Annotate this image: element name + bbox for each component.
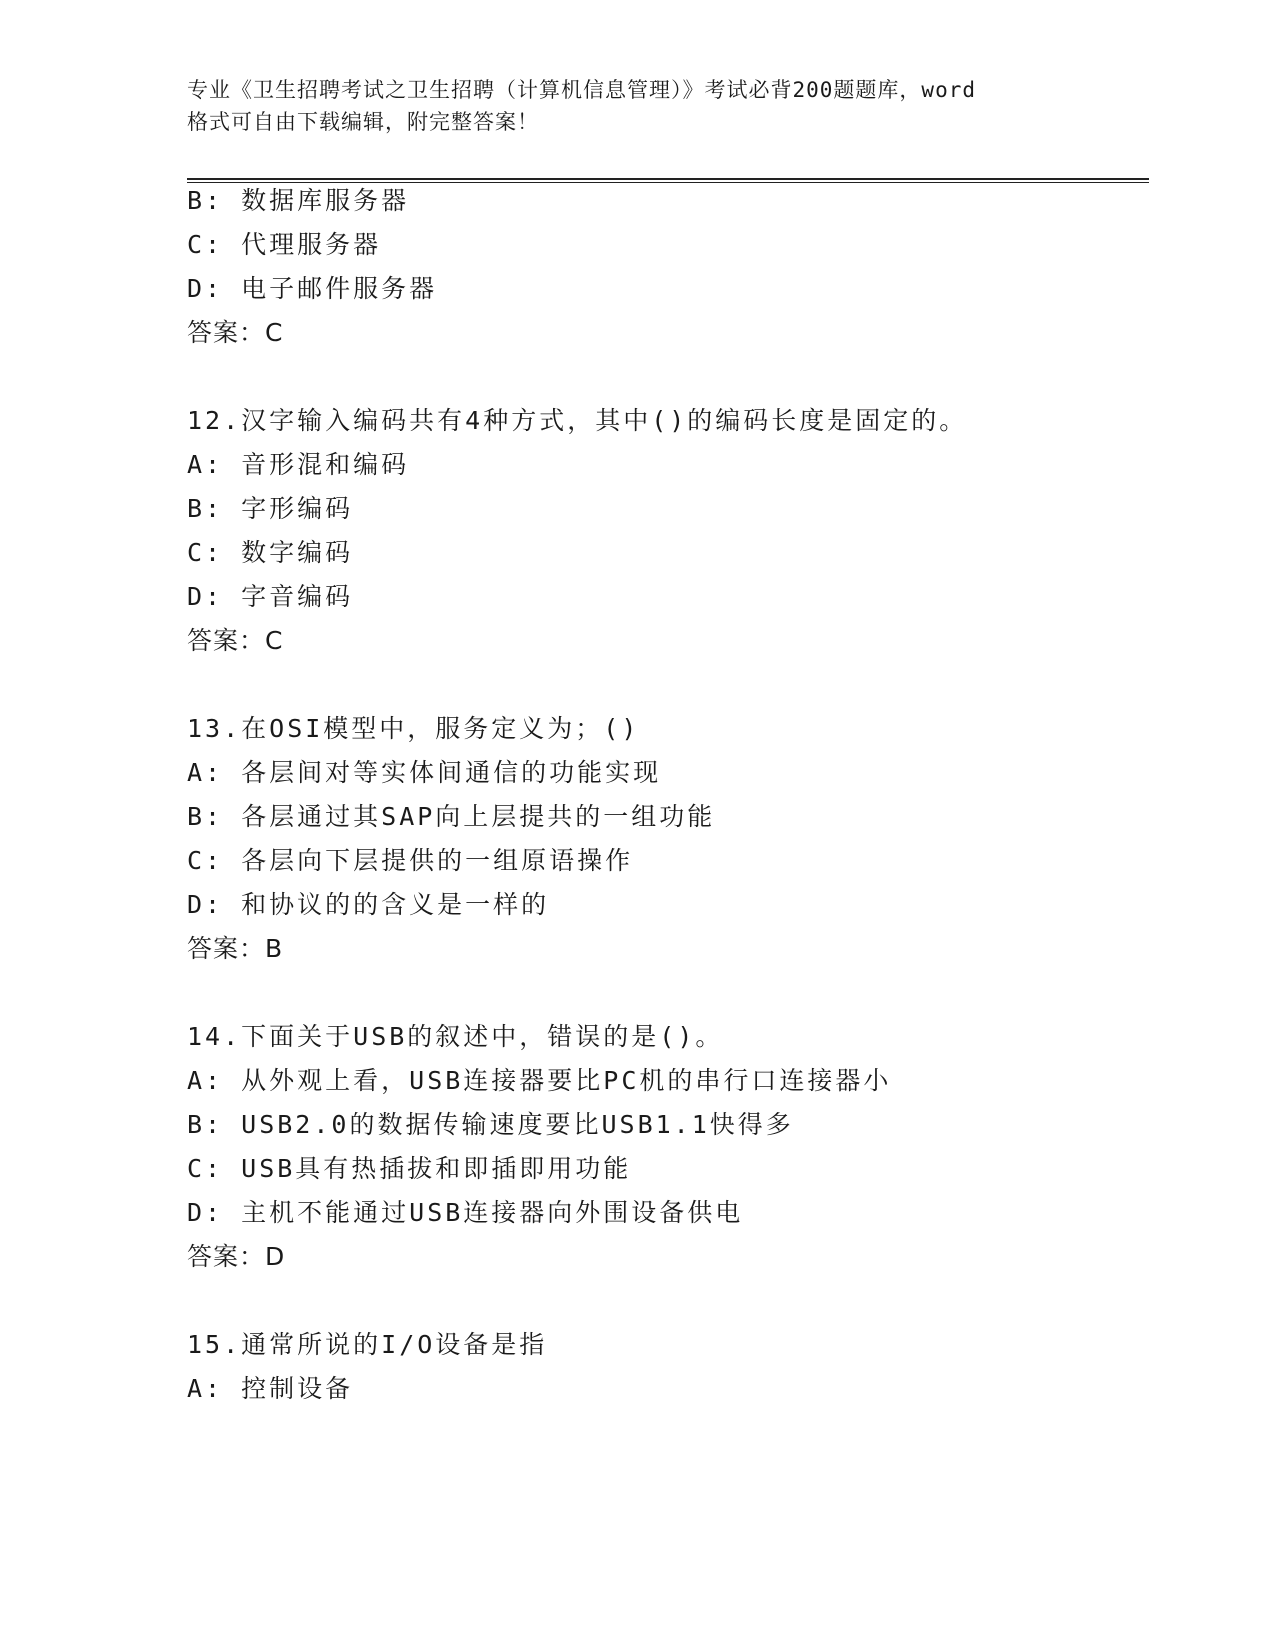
- q13-answer: 答案：B: [187, 934, 284, 963]
- q12-question: 12.汉字输入编码共有4种方式，其中()的编码长度是固定的。: [187, 406, 968, 435]
- q13-option-d: D: 和协议的的含义是一样的: [187, 890, 550, 919]
- q15-question: 15.通常所说的I/O设备是指: [187, 1330, 548, 1359]
- q13-option-c: C: 各层向下层提供的一组原语操作: [187, 846, 634, 875]
- q13-question: 13.在OSI模型中，服务定义为；(): [187, 714, 640, 743]
- header-line-2: 格式可自由下载编辑，附完整答案！: [187, 110, 539, 134]
- header-line-1: 专业《卫生招聘考试之卫生招聘（计算机信息管理）》考试必背200题题库，word: [187, 78, 976, 102]
- q12-option-b: B: 字形编码: [187, 494, 354, 523]
- q14-answer: 答案：D: [187, 1242, 286, 1271]
- document-header: [187, 74, 1087, 138]
- q12-option-c: C: 数字编码: [187, 538, 354, 567]
- q13-option-a: A: 各层间对等实体间通信的功能实现: [187, 758, 662, 787]
- q15-option-a: A: 控制设备: [187, 1374, 354, 1403]
- q14-option-d: D: 主机不能通过USB连接器向外围设备供电: [187, 1198, 744, 1227]
- q11-answer: 答案：C: [187, 318, 284, 347]
- q14-option-a: A: 从外观上看，USB连接器要比PC机的串行口连接器小: [187, 1066, 892, 1095]
- header-divider: [187, 178, 1149, 183]
- q14-option-c: C: USB具有热插拔和即插即用功能: [187, 1154, 632, 1183]
- q14-option-b: B: USB2.0的数据传输速度要比USB1.1快得多: [187, 1110, 794, 1139]
- q14-question: 14.下面关于USB的叙述中，错误的是()。: [187, 1022, 724, 1051]
- q12-answer: 答案：C: [187, 626, 284, 655]
- q13-option-b: B: 各层通过其SAP向上层提共的一组功能: [187, 802, 716, 831]
- q11-option-c: C: 代理服务器: [187, 230, 382, 259]
- q12-option-a: A: 音形混和编码: [187, 450, 410, 479]
- q11-option-b: B: 数据库服务器: [187, 186, 410, 215]
- q12-option-d: D: 字音编码: [187, 582, 354, 611]
- q11-option-d: D: 电子邮件服务器: [187, 274, 438, 303]
